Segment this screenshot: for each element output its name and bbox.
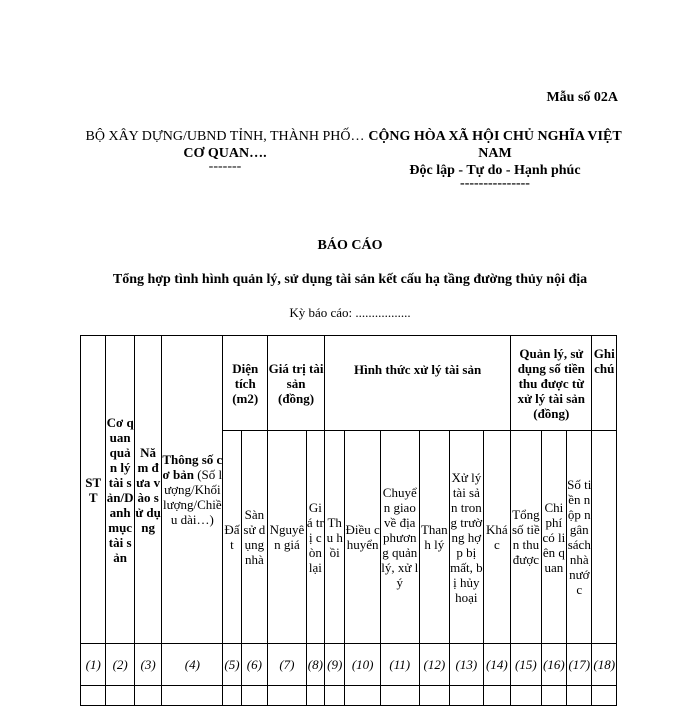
col-transfer-header: Điều chuyển <box>345 431 381 644</box>
table-cell <box>511 686 542 706</box>
national-motto-header <box>360 128 630 189</box>
col-number: (9) <box>325 644 345 686</box>
motto: Độc lập - Tự do - Hạnh phúc <box>409 163 581 178</box>
table-cell <box>450 686 484 706</box>
col-number: (6) <box>241 644 267 686</box>
col-number: (12) <box>419 644 450 686</box>
country-name: CỘNG HÒA XÃ HỘI CHỦ NGHĨA VIỆT NAM <box>368 129 622 161</box>
table-cell <box>483 686 511 706</box>
col-number: (14) <box>483 644 511 686</box>
table-cell <box>241 686 267 706</box>
table-cell <box>162 686 223 706</box>
col-notes-header: Ghi chú <box>592 336 617 431</box>
form-number: Mẫu số 02A <box>546 90 618 105</box>
table-cell <box>81 686 106 706</box>
col-number: (17) <box>567 644 592 686</box>
table-cell <box>419 686 450 706</box>
col-number: (8) <box>306 644 324 686</box>
left-header-rule: ------- <box>208 159 242 174</box>
table-cell <box>567 686 592 706</box>
col-land-header: Đất <box>223 431 241 644</box>
specs-header-normal: (Số lượng/Khối lượng/Chiều dài…) <box>162 467 223 527</box>
header-row-1 <box>81 336 617 431</box>
col-number: (13) <box>450 644 484 686</box>
col-number: (5) <box>223 644 241 686</box>
ministry-name: BỘ XÂY DỰNG/UBND TỈNH, THÀNH PHỐ… <box>85 129 365 144</box>
table-cell <box>223 686 241 706</box>
col-number: (18) <box>592 644 617 686</box>
col-number: (7) <box>268 644 307 686</box>
col-original-header: Nguyên giá <box>268 431 307 644</box>
col-revoke-header: Thu hồi <box>325 431 345 644</box>
col-lost-header: Xử lý tài sản trong trường hợp bị mất, bị hủy hoại <box>450 431 484 644</box>
col-number: (10) <box>345 644 381 686</box>
col-money-header: Quản lý, sử dụng số tiền thu được từ xử lý tài sản (đồng) <box>511 336 592 431</box>
col-specs-header <box>162 336 223 644</box>
table-cell <box>306 686 324 706</box>
data-row <box>81 686 617 706</box>
col-number: (1) <box>81 644 106 686</box>
col-stt-header: STT <box>81 336 106 644</box>
report-period: Kỳ báo cáo: ................. <box>289 305 411 320</box>
table-cell <box>380 686 419 706</box>
col-other-header: Khác <box>483 431 511 644</box>
col-expenses-header: Chi phí có liên quan <box>541 431 566 644</box>
col-area-header: Diện tích (m2) <box>223 336 268 431</box>
report-table <box>80 335 617 706</box>
table-cell <box>345 686 381 706</box>
specs-header-bold: Thông số cơ bản <box>162 452 223 482</box>
col-agency-header: Cơ quan quản lý tài sản/Danh mục tài sản <box>106 336 134 644</box>
col-number: (15) <box>511 644 542 686</box>
col-disposal-header: Hình thức xử lý tài sản <box>325 336 511 431</box>
col-number: (2) <box>106 644 134 686</box>
col-number: (4) <box>162 644 223 686</box>
col-number: (11) <box>380 644 419 686</box>
column-number-row <box>81 644 617 686</box>
table-cell <box>325 686 345 706</box>
table-cell <box>592 686 617 706</box>
report-title: BÁO CÁO <box>317 238 383 253</box>
col-budget-header: Số tiền nộp ngân sách nhà nước <box>567 431 592 644</box>
right-header-rule: --------------- <box>460 176 530 191</box>
col-notes-sub <box>592 431 617 644</box>
issuing-agency-header <box>80 128 370 172</box>
col-total-collected-header: Tổng số tiền thu được <box>511 431 542 644</box>
col-hand-over-header: Chuyển giao về địa phương quản lý, xử lý <box>380 431 419 644</box>
col-liquidation-header: Thanh lý <box>419 431 450 644</box>
col-floor-header: Sàn sử dụng nhà <box>241 431 267 644</box>
col-remaining-header: Giá trị còn lại <box>306 431 324 644</box>
col-year-header: Năm đưa vào sử dụng <box>134 336 161 644</box>
table-cell <box>134 686 161 706</box>
table-cell <box>106 686 134 706</box>
table-cell <box>268 686 307 706</box>
col-value-header: Giá trị tài sản (đồng) <box>268 336 325 431</box>
table-cell <box>541 686 566 706</box>
agency-name: CƠ QUAN…. <box>183 146 267 161</box>
col-number: (16) <box>541 644 566 686</box>
report-subtitle: Tổng hợp tình hình quản lý, sử dụng tài sản kết cấu hạ tầng đường thủy nội địa <box>112 272 588 287</box>
col-number: (3) <box>134 644 161 686</box>
